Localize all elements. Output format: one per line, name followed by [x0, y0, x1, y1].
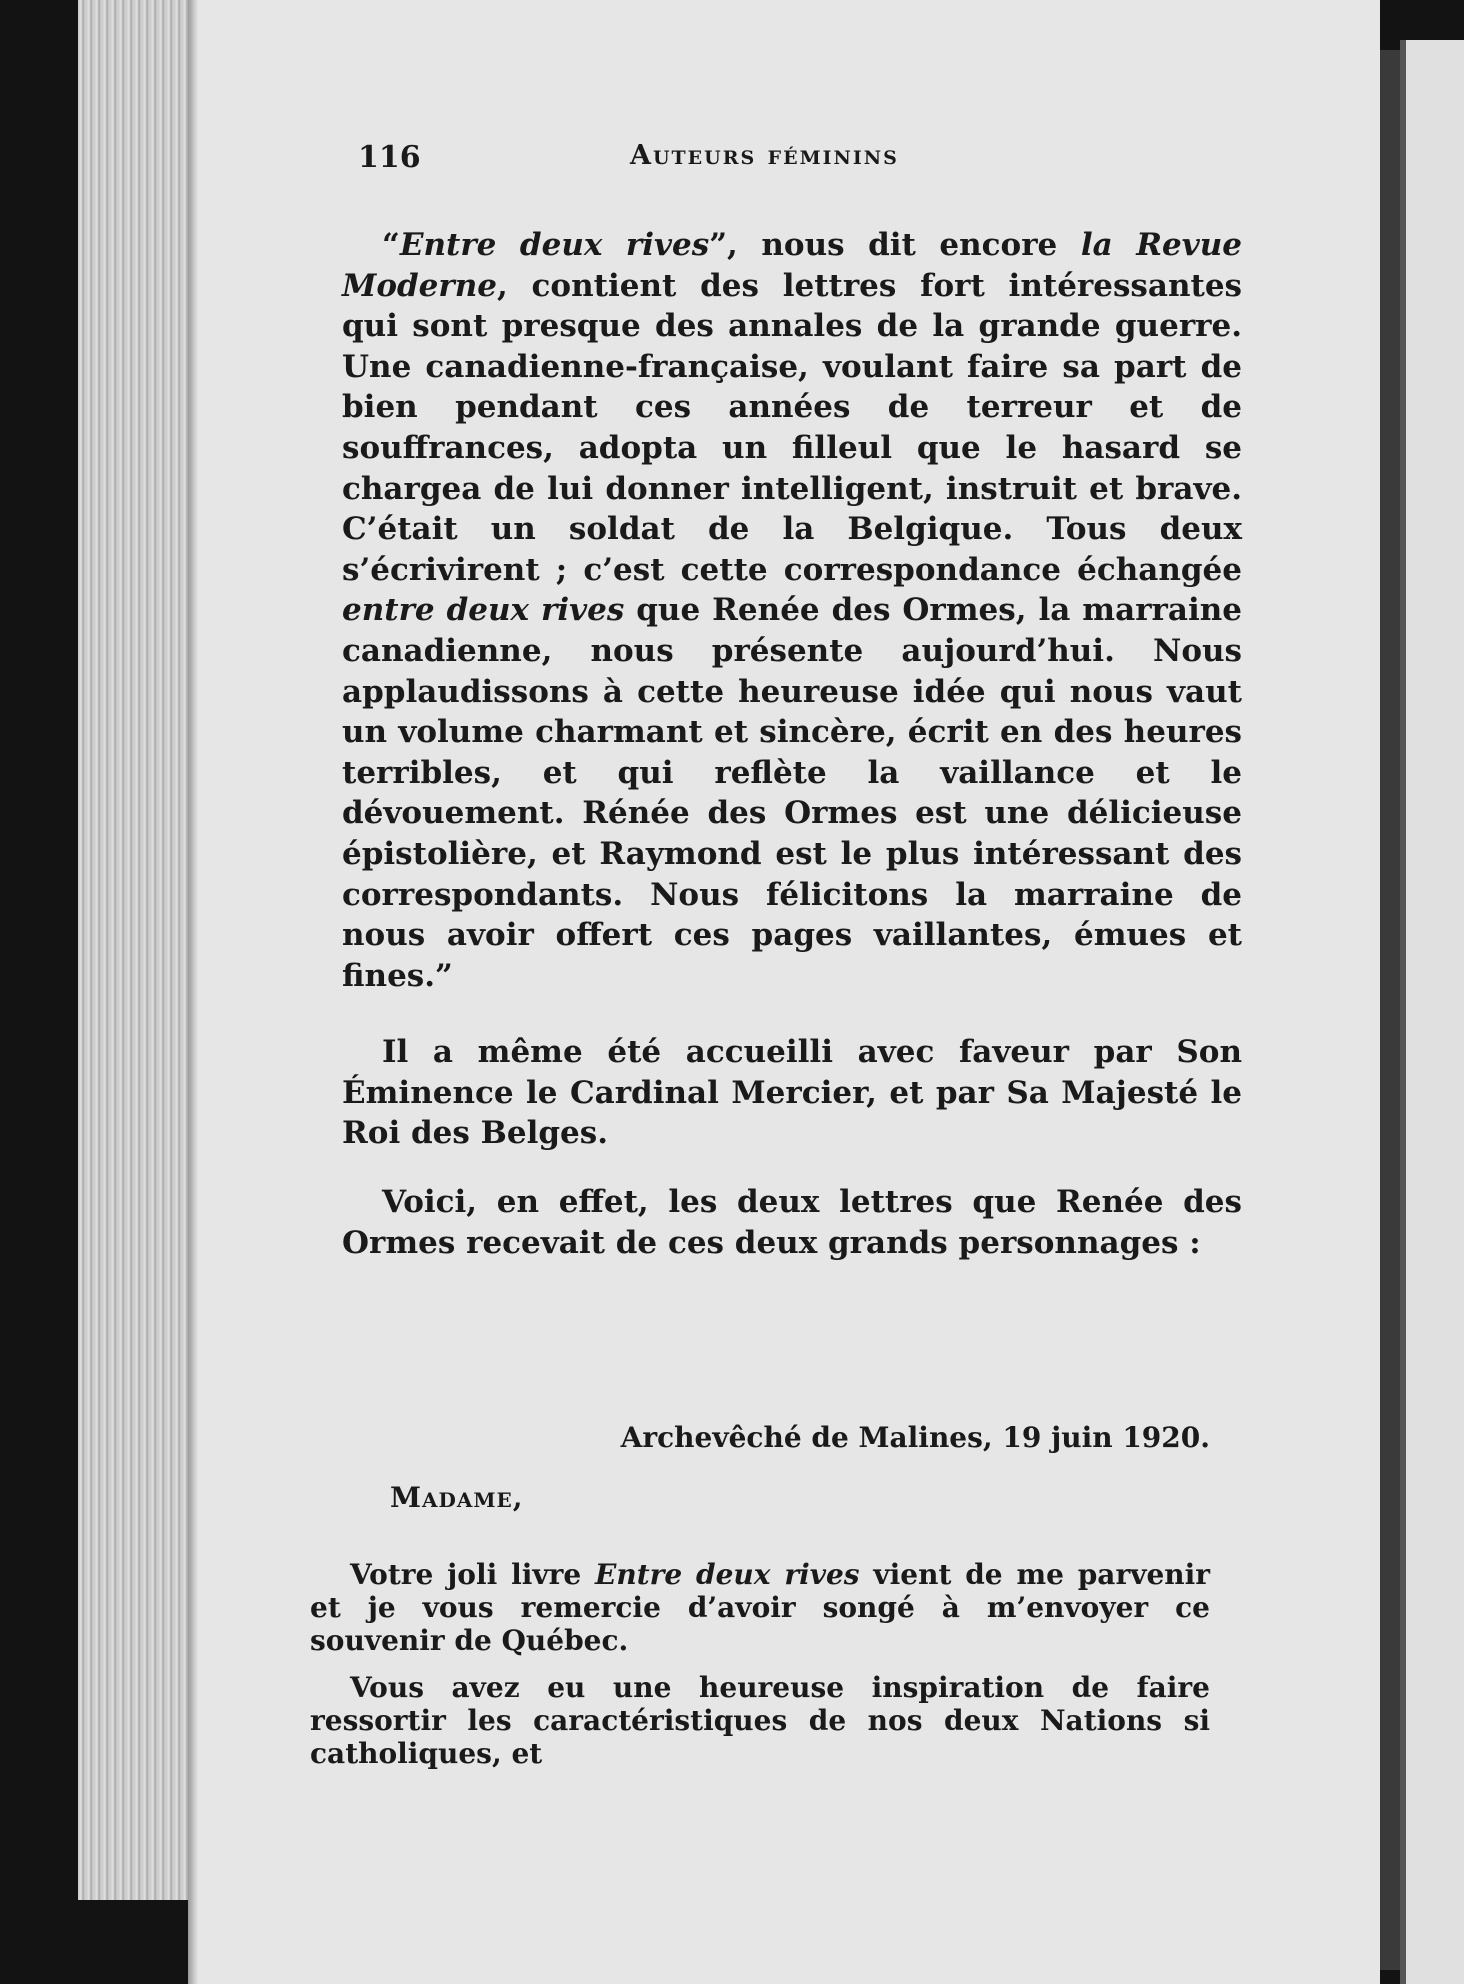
body-text — [342, 225, 1242, 1291]
phrase-italic: entre deux rives — [342, 592, 625, 629]
book-title-italic: Entre deux rives — [595, 1558, 860, 1591]
magazine-title-italic: la Revue Moderne — [342, 227, 1242, 304]
paragraph-text: , contient des lettres fort intéressantes qui sont presque des annales de la grande guerre. Une canadienne-française, voulant faire sa part de bien pendant ces années de terreur et de souffrances, adopta un filleul que le hasard se chargea de lui donner intelligent, instruit et brave. C’était un soldat de la Belgique. Tous deux s’écrivirent ; c’est cette correspondance échangée — [342, 267, 1242, 588]
quoted-review-paragraph — [342, 225, 1242, 996]
letter-paragraph: Vous avez eu une heureuse inspiration de faire ressortir les caractéristiques de nos deux Nations si catholiques, et — [310, 1671, 1210, 1770]
page-edge-right — [1380, 50, 1400, 1970]
letter-paragraph — [310, 1558, 1210, 1657]
page-number: 116 — [358, 140, 421, 175]
open-quote: “ — [382, 227, 400, 263]
page-gutter-shadow — [188, 0, 198, 1984]
paragraph: Il a même été accueilli avec faveur par Son Éminence le Cardinal Mercier, et par Sa Majesté le Roi des Belges. — [342, 1034, 1242, 1152]
paragraph-text: que Renée des Ormes, la marraine canadienne, nous présente aujourd’hui. Nous applaudissons à cette heureuse idée qui nous vaut un volume charmant et sincère, écrit en des heures terribles, et qui reflète la vaillance et le dévouement. Rénée des Ormes est une délicieuse épistolière, et Raymond est le plus intéressant des correspondants. Nous félicitons la marraine de nous avoir offert ces pages vaillantes, émues et fines.” — [342, 592, 1242, 994]
paragraph: Voici, en effet, les deux lettres que Renée des Ormes recevait de ces deux grands personnages : — [342, 1184, 1242, 1261]
next-page-gutter — [1400, 40, 1406, 1984]
next-page-sliver — [1400, 40, 1464, 1984]
running-title: Auteurs féminins — [630, 140, 899, 171]
letter — [310, 1420, 1210, 1784]
letter-dateline: Archevêché de Malines, 19 juin 1920. — [620, 1421, 1210, 1454]
book-title-italic: Entre deux rives — [399, 227, 710, 263]
letter-text: vient de me parvenir et je vous remercie d’avoir songé à m’envoyer ce souvenir de Québec. — [310, 1558, 1211, 1657]
letter-text: Votre joli livre — [350, 1558, 596, 1591]
paragraph-text: ”, nous dit encore — [709, 227, 1081, 263]
page-stack-left — [78, 0, 198, 1900]
letter-salutation: Madame, — [390, 1481, 524, 1514]
